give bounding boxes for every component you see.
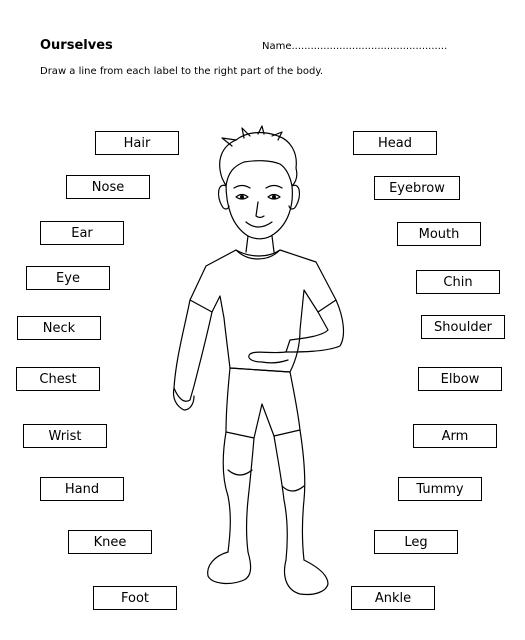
hair-outline (220, 133, 297, 186)
label-leg[interactable]: Leg (374, 530, 458, 554)
label-nose[interactable]: Nose (66, 175, 150, 199)
label-neck[interactable]: Neck (17, 316, 101, 340)
right-knee (282, 486, 304, 491)
label-eyebrow[interactable]: Eyebrow (374, 176, 460, 200)
name-field[interactable]: Name................................................. (262, 41, 448, 52)
right-hand (249, 352, 288, 363)
label-head[interactable]: Head (353, 131, 437, 155)
left-knee (228, 470, 252, 475)
worksheet-title: Ourselves (40, 38, 113, 53)
label-chin[interactable]: Chin (416, 270, 500, 294)
right-ear (289, 185, 299, 209)
nose (256, 202, 264, 218)
t-shirt (190, 250, 336, 372)
left-arm (174, 300, 212, 401)
left-hand (173, 388, 194, 410)
label-ear[interactable]: Ear (40, 221, 124, 245)
shorts (226, 368, 300, 438)
label-mouth[interactable]: Mouth (397, 222, 481, 246)
left-shoe (208, 552, 251, 583)
label-knee[interactable]: Knee (68, 530, 152, 554)
label-foot[interactable]: Foot (93, 586, 177, 610)
label-shoulder[interactable]: Shoulder (421, 315, 505, 339)
instructions-text: Draw a line from each label to the right part of the body. (40, 66, 323, 77)
label-tummy[interactable]: Tummy (398, 477, 482, 501)
label-wrist[interactable]: Wrist (23, 424, 107, 448)
left-leg (223, 432, 254, 552)
left-eyebrow (234, 186, 250, 189)
right-shoe (285, 560, 328, 595)
label-ankle[interactable]: Ankle (351, 586, 435, 610)
right-leg (274, 430, 305, 560)
label-eye[interactable]: Eye (26, 266, 110, 290)
face-outline (226, 184, 292, 239)
left-ear (219, 185, 229, 209)
label-arm[interactable]: Arm (413, 424, 497, 448)
label-chest[interactable]: Chest (16, 367, 100, 391)
label-elbow[interactable]: Elbow (418, 367, 502, 391)
mouth (246, 222, 272, 227)
label-hand[interactable]: Hand (40, 477, 124, 501)
label-hair[interactable]: Hair (95, 131, 179, 155)
right-eyebrow (266, 186, 282, 189)
